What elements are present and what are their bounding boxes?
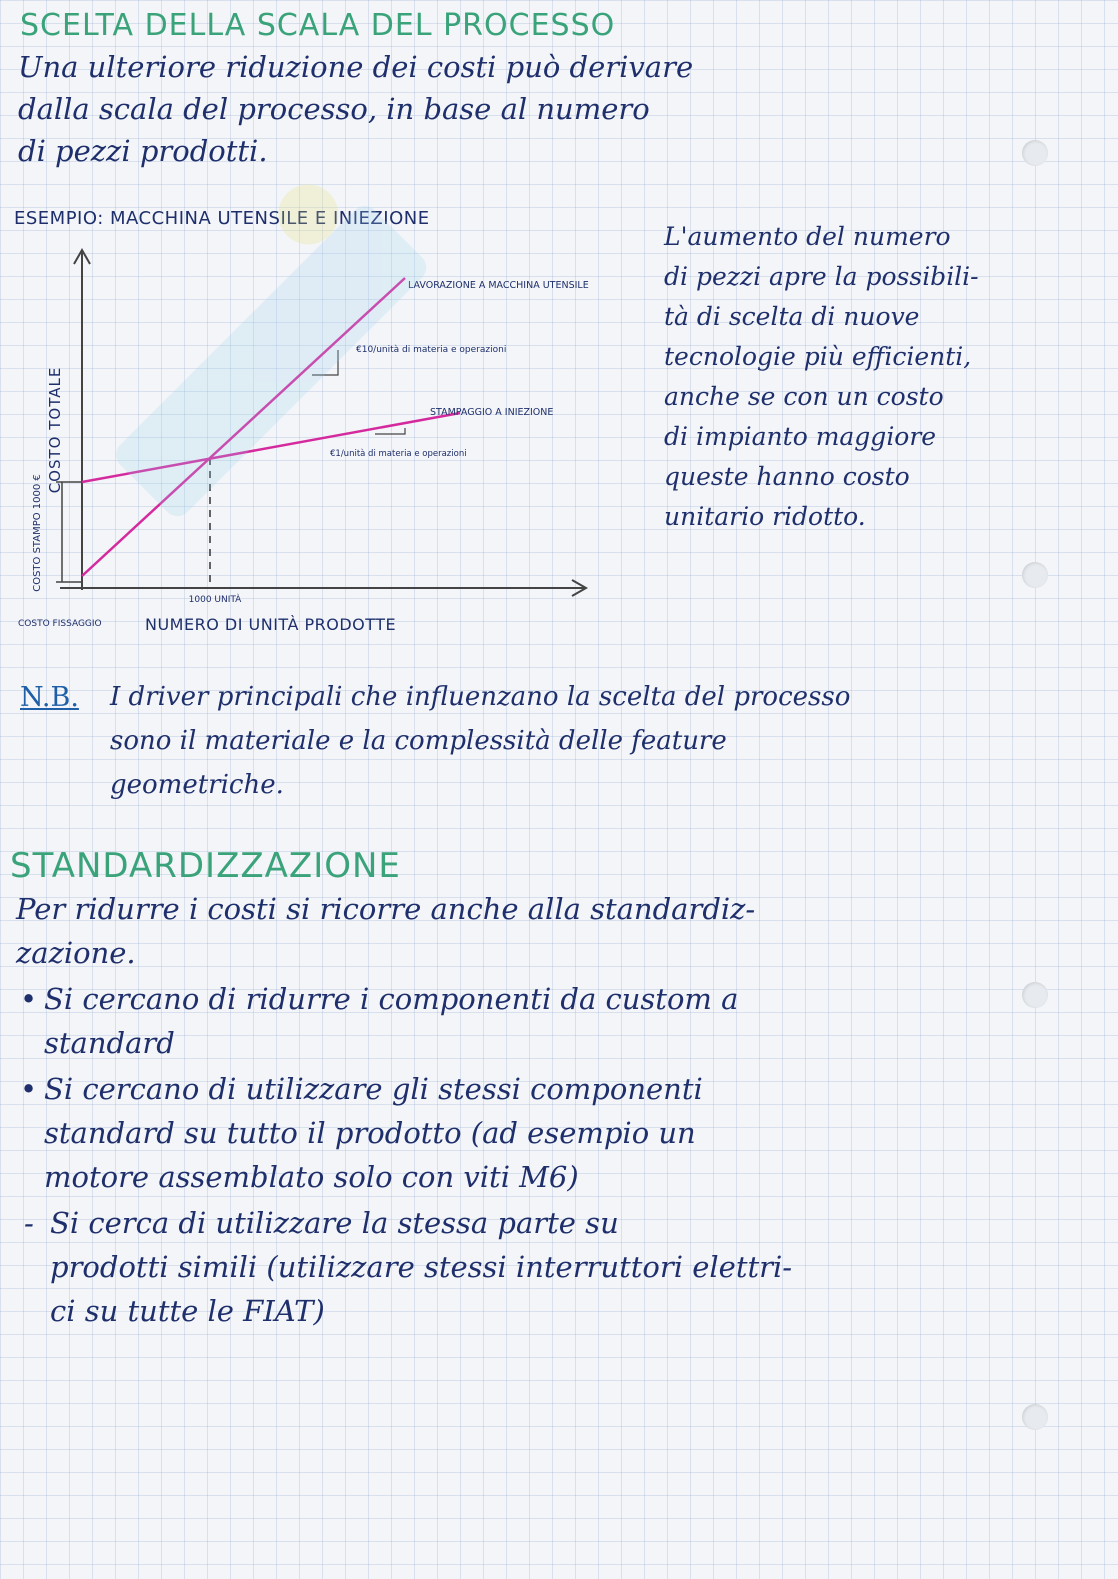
x-tick-label: 1000 UNITÀ: [188, 595, 242, 605]
nb-line-3: geometriche.: [110, 770, 284, 800]
series-line-injection: [82, 413, 460, 482]
cost-chart: [0, 230, 640, 660]
bullet-2-line-3: motore assemblato solo con viti M6): [44, 1160, 579, 1194]
binder-hole-4: [1022, 1404, 1048, 1430]
nb-label: N.B.: [20, 682, 79, 713]
bullet-1-line-1: Si cercano di ridurre i componenti da custom a: [44, 982, 739, 1016]
bullet-1-line-2: standard: [44, 1026, 175, 1060]
side-note-line-7: queste hanno costo: [664, 462, 910, 491]
x-axis-label: NUMERO DI UNITÀ PRODOTTE: [145, 615, 397, 634]
bullet-3-line-3: ci su tutte le FIAT): [50, 1294, 325, 1328]
side-note-line-6: di impianto maggiore: [664, 422, 937, 451]
side-note-line-4: tecnologie più efficienti,: [664, 342, 972, 371]
intro-line-2: dalla scala del processo, in base al numero: [18, 92, 650, 126]
side-note-line-3: tà di scelta di nuove: [664, 302, 920, 331]
bullet-3-marker: -: [24, 1206, 34, 1240]
bullet-1-marker: •: [20, 982, 38, 1016]
std-intro-line-1: Per ridurre i costi si ricorre anche alla standardiz-: [16, 892, 756, 926]
intro-line-1: Una ulteriore riduzione dei costi può derivare: [18, 50, 694, 84]
side-note-line-5: anche se con un costo: [664, 382, 944, 411]
example-label: ESEMPIO: MACCHINA UTENSILE E INIEZIONE: [14, 208, 430, 229]
bullet-2-line-1: Si cercano di utilizzare gli stessi componenti: [44, 1072, 703, 1106]
bullet-3-line-1: Si cerca di utilizzare la stessa parte su: [50, 1206, 619, 1240]
std-intro-line-2: zazione.: [16, 936, 136, 970]
annotation-injection: €1/unità di materia e operazioni: [330, 449, 467, 459]
bullet-2-line-2: standard su tutto il prodotto (ad esempio un: [44, 1116, 696, 1150]
bullet-3-line-2: prodotti simili (utilizzare stessi interruttori elettri-: [50, 1250, 793, 1284]
side-note-line-2: di pezzi apre la possibili-: [664, 262, 979, 291]
binder-hole-2: [1022, 562, 1048, 588]
origin-label: COSTO FISSAGGIO: [18, 619, 102, 629]
nb-line-1: I driver principali che influenzano la scelta del processo: [110, 682, 851, 712]
annotation-machine: €10/unità di materia e operazioni: [356, 345, 507, 355]
slope-triangle-machine: [312, 350, 338, 375]
series-line-machine-tool: [82, 278, 405, 576]
side-note-line-8: unitario ridotto.: [664, 502, 866, 531]
heading-standardizzazione: STANDARDIZZAZIONE: [10, 846, 401, 886]
binder-hole-1: [1022, 140, 1048, 166]
series-label-injection: STAMPAGGIO A INIEZIONE: [430, 407, 554, 418]
binder-hole-3: [1022, 982, 1048, 1008]
series-label-machine: LAVORAZIONE A MACCHINA UTENSILE: [408, 280, 589, 291]
side-note-line-1: L'aumento del numero: [664, 222, 951, 251]
intro-line-3: di pezzi prodotti.: [18, 134, 268, 168]
nb-line-2: sono il materiale e la complessità delle feature: [110, 726, 727, 756]
heading-scelta-scala: SCELTA DELLA SCALA DEL PROCESSO: [20, 8, 616, 43]
y-tick-label: COSTO STAMPO 1000 €: [32, 474, 43, 592]
bullet-2-marker: •: [20, 1072, 38, 1106]
y-axis-label: COSTO TOTALE: [46, 366, 64, 494]
